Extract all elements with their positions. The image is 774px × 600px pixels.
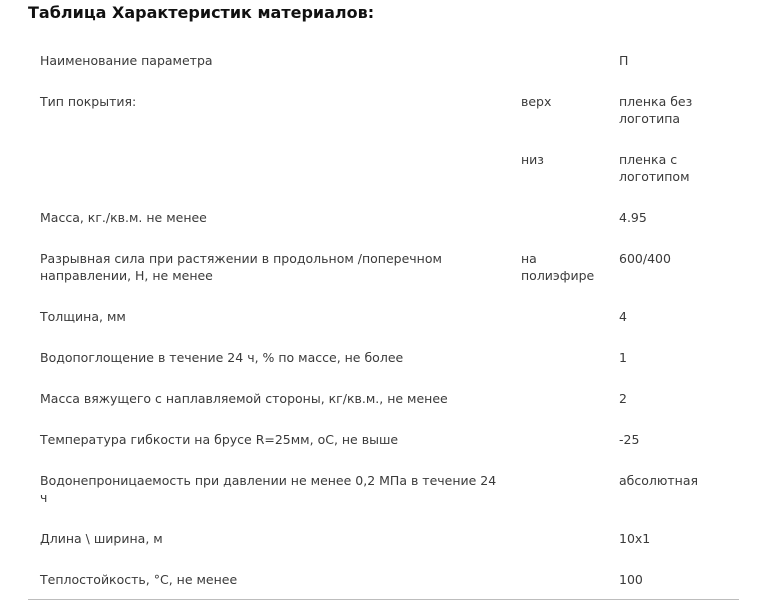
param-cell: Теплостойкость, °С, не менее: [28, 557, 509, 600]
condition-cell: на полиэфире: [521, 251, 595, 283]
param-cell: [28, 137, 509, 195]
table-row: [28, 376, 739, 417]
param-cell: Масса, кг./кв.м. не менее: [40, 210, 207, 225]
value-cell: 1: [619, 350, 627, 365]
table-row: [28, 195, 739, 236]
param-cell: Тип покрытия:: [40, 94, 137, 109]
value-cell: пленка без логотипа: [619, 94, 693, 126]
table-row: [28, 516, 739, 557]
param-cell: Длина \ ширина, м: [40, 531, 163, 546]
table-row: [28, 137, 739, 195]
page-title: Таблица Характеристик материалов:: [28, 3, 375, 22]
value-cell: 100: [607, 557, 739, 600]
condition-cell: [509, 195, 607, 236]
condition-cell: верх: [521, 94, 552, 109]
param-cell: Водонепроницаемость при давлении не менее 0,2 МПа в течение 24 ч: [40, 473, 497, 505]
value-cell: 600/400: [619, 251, 671, 266]
param-cell: Температура гибкости на брусе R=25мм, оС, не выше: [40, 432, 399, 447]
condition-cell: [509, 294, 607, 335]
param-cell: Толщина, мм: [40, 309, 126, 324]
table-row: [28, 79, 739, 137]
table-row: [28, 38, 739, 79]
table-row: [28, 417, 739, 458]
condition-cell: [509, 516, 607, 557]
table-row: [28, 335, 739, 376]
table-row: [28, 236, 739, 294]
condition-cell: низ: [521, 152, 544, 167]
param-cell: Масса вяжущего с наплавляемой стороны, кг/кв.м., не менее: [40, 391, 448, 406]
value-cell: П: [619, 53, 629, 68]
condition-cell: [509, 335, 607, 376]
value-cell: -25: [619, 432, 640, 447]
condition-cell: [509, 376, 607, 417]
value-cell: 4: [619, 309, 627, 324]
specs-table: [28, 38, 739, 600]
param-cell: Разрывная сила при растяжении в продольном /поперечном направлении, Н, не менее: [40, 251, 442, 283]
table-row: [28, 458, 739, 516]
value-cell: 10х1: [619, 531, 651, 546]
condition-cell: [509, 417, 607, 458]
condition-cell: [509, 557, 607, 600]
param-cell: Водопоглощение в течение 24 ч, % по массе, не более: [40, 350, 404, 365]
value-cell: абсолютная: [619, 473, 699, 488]
value-cell: 2: [619, 391, 627, 406]
condition-cell: [509, 458, 607, 516]
value-cell: 4.95: [619, 210, 647, 225]
value-cell: пленка с логотипом: [619, 152, 690, 184]
param-cell: Наименование параметра: [40, 53, 213, 68]
table-row: [28, 557, 739, 600]
table-row: [28, 294, 739, 335]
condition-cell: [509, 38, 607, 79]
